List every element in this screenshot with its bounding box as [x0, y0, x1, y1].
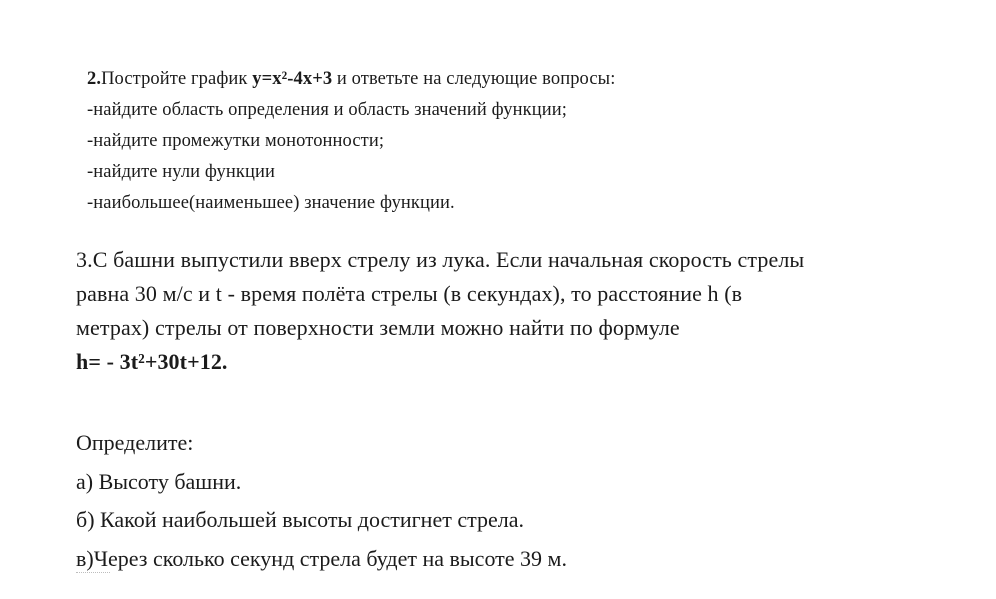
task-2 — [87, 64, 615, 219]
task-2-formula: y=x²-4x+3 — [252, 69, 333, 89]
question-item: в)Через сколько секунд стрела будет на высоте 39 м. — [76, 545, 567, 571]
task-2-intro-tail: и ответьте на следующие вопросы: — [332, 69, 616, 89]
task-3 — [76, 243, 988, 379]
task-3-questions — [76, 424, 567, 578]
task-3-formula: h= - 3t²+30t+12. — [76, 349, 228, 374]
task-2-number: 2. — [87, 69, 102, 89]
task-3-text-line: равна 30 м/с и t - время полёта стрелы (в секундах), то расстояние h (в — [76, 281, 743, 306]
task-3-text-line: 3.С башни выпустили вверх стрелу из лука. Если начальная скорость стрелы — [76, 247, 805, 272]
question-item: а) Высоту башни. — [76, 468, 242, 494]
task-2-intro: Постройте график — [101, 69, 253, 89]
task-2-item: -найдите область определения и область значений функции; — [87, 100, 567, 120]
task-3-text-line: метрах) стрелы от поверхности земли можно найти по формуле — [76, 315, 680, 340]
question-item: б) Какой наибольшей высоты достигнет стрела. — [76, 507, 524, 532]
task-2-item: -найдите промежутки монотонности; — [87, 131, 385, 151]
scan-artifact — [76, 572, 110, 577]
questions-heading: Определите: — [76, 430, 194, 455]
task-2-item: -найдите нули функции — [87, 162, 275, 182]
task-2-title — [87, 64, 615, 95]
task-2-item: -наибольшее(наименьшее) значение функции. — [87, 193, 455, 213]
